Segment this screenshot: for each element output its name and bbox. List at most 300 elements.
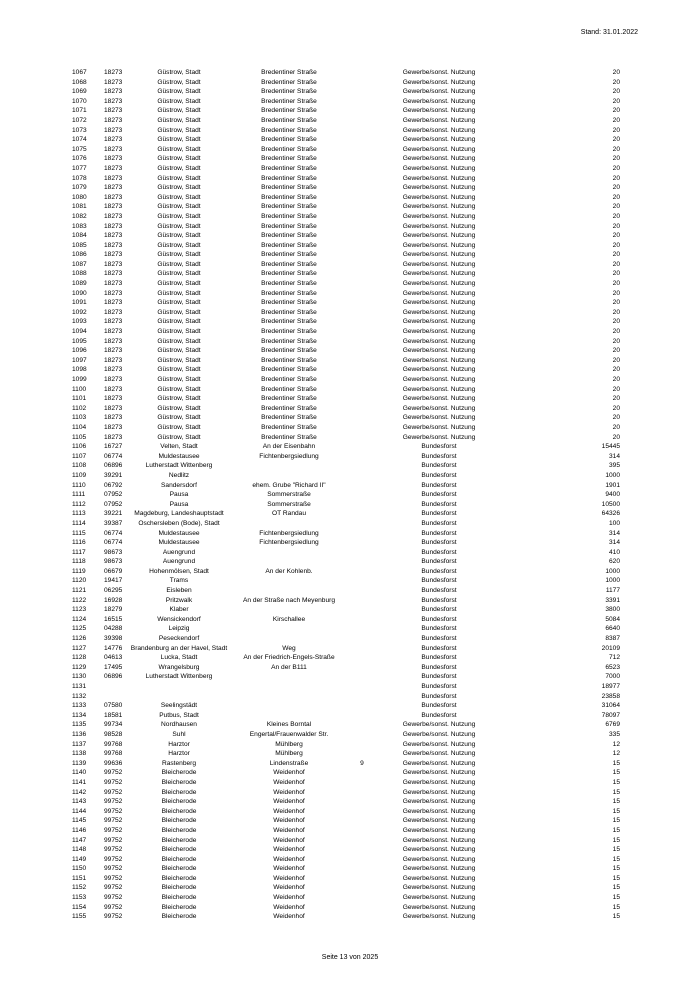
row-id-cell: 1136: [72, 730, 87, 738]
value-cell: 20: [612, 366, 620, 374]
street-cell: Bredentiner Straße: [261, 289, 317, 297]
value-cell: 20: [612, 184, 620, 192]
row-id-cell: 1099: [72, 376, 87, 383]
street-cell: Bredentiner Straße: [261, 174, 317, 182]
row-id-cell: 1117: [72, 548, 86, 556]
table-row: [0, 279, 700, 289]
row-id-cell: 1143: [72, 798, 87, 806]
postal-code-cell: 99636: [104, 759, 123, 767]
usage-type-cell: Gewerbe/sonst. Nutzung: [402, 347, 476, 355]
postal-code-cell: 18273: [104, 356, 123, 364]
municipality-cell: Güstrow, Stadt: [157, 174, 201, 182]
usage-type-cell: Bundesforst: [421, 491, 457, 499]
table-row: [0, 682, 700, 692]
value-cell: 20: [612, 280, 620, 288]
table-row: [0, 289, 700, 299]
table-row: [0, 116, 700, 126]
municipality-cell: Trams: [169, 577, 189, 585]
municipality-cell: Güstrow, Stadt: [157, 318, 201, 326]
postal-code-cell: 18273: [104, 232, 123, 240]
value-cell: 1000: [605, 567, 620, 575]
street-cell: Fichtenbergsiedlung: [259, 452, 319, 460]
municipality-cell: Güstrow, Stadt: [157, 337, 201, 345]
table-row: [0, 250, 700, 260]
postal-code-cell: 39387: [104, 519, 123, 527]
value-cell: 15: [612, 759, 620, 767]
value-cell: 20: [612, 107, 620, 115]
street-cell: Bredentiner Straße: [261, 299, 317, 307]
table-row: [0, 461, 700, 471]
row-id-cell: 1106: [72, 443, 87, 451]
value-cell: 15: [612, 846, 620, 854]
usage-type-cell: Gewerbe/sonst. Nutzung: [402, 116, 476, 124]
municipality-cell: Nordhausen: [161, 721, 197, 729]
usage-type-cell: Bundesforst: [421, 644, 457, 652]
postal-code-cell: 18273: [104, 251, 123, 259]
usage-type-cell: Gewerbe/sonst. Nutzung: [402, 894, 476, 902]
row-id-cell: 1096: [72, 347, 87, 355]
street-cell: Bredentiner Straße: [261, 423, 317, 431]
table-row: [0, 356, 700, 366]
municipality-cell: Güstrow, Stadt: [157, 423, 201, 431]
municipality-cell: Bleicherode: [161, 903, 197, 911]
postal-code-cell: 99734: [104, 721, 123, 729]
table-row: [0, 864, 700, 874]
value-cell: 3391: [605, 596, 620, 604]
usage-type-cell: Gewerbe/sonst. Nutzung: [402, 903, 476, 911]
row-id-cell: 1135: [72, 721, 87, 729]
value-cell: 18977: [601, 683, 620, 690]
street-cell: OT Randau: [272, 510, 306, 518]
value-cell: 20: [612, 423, 620, 431]
postal-code-cell: 99752: [104, 865, 123, 873]
municipality-cell: Bleicherode: [161, 798, 197, 806]
usage-type-cell: Gewerbe/sonst. Nutzung: [402, 318, 476, 326]
row-id-cell: 1091: [72, 299, 87, 307]
usage-type-cell: Bundesforst: [421, 539, 457, 547]
row-id-cell: 1137: [72, 740, 87, 748]
municipality-cell: Bleicherode: [161, 913, 197, 921]
value-cell: 9400: [605, 491, 620, 499]
municipality-cell: Eisleben: [166, 587, 192, 595]
row-id-cell: 1115: [72, 529, 86, 537]
postal-code-cell: 18273: [104, 414, 123, 422]
value-cell: 15: [612, 884, 620, 892]
row-id-cell: 1107: [72, 452, 87, 460]
row-id-cell: 1154: [72, 903, 87, 911]
street-cell: Bredentiner Straße: [261, 395, 317, 403]
street-cell: Lindenstraße: [269, 759, 309, 767]
table-row: [0, 269, 700, 279]
table-row: [0, 701, 700, 711]
postal-code-cell: 06295: [104, 587, 123, 595]
usage-type-cell: Bundesforst: [421, 606, 457, 614]
table-row: [0, 797, 700, 807]
postal-code-cell: 18273: [104, 222, 123, 230]
municipality-cell: Güstrow, Stadt: [157, 376, 201, 383]
value-cell: 20: [612, 433, 620, 441]
value-cell: 78097: [601, 711, 620, 719]
postal-code-cell: 06679: [104, 567, 123, 575]
municipality-cell: Güstrow, Stadt: [157, 328, 201, 336]
value-cell: 15: [612, 855, 620, 863]
street-cell: Weidenhof: [273, 826, 305, 834]
street-cell: Weidenhof: [273, 903, 305, 911]
value-cell: 31064: [601, 702, 620, 710]
municipality-cell: Güstrow, Stadt: [157, 97, 201, 105]
row-id-cell: 1153: [72, 894, 87, 902]
table-row: [0, 385, 700, 395]
row-id-cell: 1098: [72, 366, 87, 374]
postal-code-cell: 99752: [104, 798, 123, 806]
usage-type-cell: Gewerbe/sonst. Nutzung: [402, 874, 476, 882]
row-id-cell: 1067: [72, 69, 87, 76]
usage-type-cell: Gewerbe/sonst. Nutzung: [402, 241, 476, 249]
street-cell: Fichtenbergsiedlung: [259, 529, 319, 537]
table-row: [0, 548, 700, 558]
table-row: [0, 433, 700, 443]
municipality-cell: Güstrow, Stadt: [157, 107, 201, 115]
page-number: Seite 13 von 2025: [321, 954, 379, 961]
row-id-cell: 1120: [72, 577, 87, 585]
row-id-cell: 1152: [72, 884, 87, 892]
table-row: [0, 893, 700, 903]
street-cell: Bredentiner Straße: [261, 222, 317, 230]
postal-code-cell: 04288: [104, 625, 123, 633]
row-id-cell: 1094: [72, 328, 87, 336]
usage-type-cell: Gewerbe/sonst. Nutzung: [402, 174, 476, 182]
street-cell: Bredentiner Straße: [261, 385, 317, 393]
row-id-cell: 1116: [72, 539, 86, 547]
table-row: [0, 749, 700, 759]
street-cell: Weidenhof: [273, 778, 305, 786]
table-row: [0, 298, 700, 308]
street-cell: Bredentiner Straße: [261, 328, 317, 336]
row-id-cell: 1145: [72, 817, 87, 825]
municipality-cell: Güstrow, Stadt: [157, 366, 201, 374]
value-cell: 23858: [601, 692, 620, 700]
value-cell: 395: [608, 462, 620, 470]
table-row: [0, 413, 700, 423]
row-id-cell: 1081: [72, 203, 87, 211]
street-cell: An der B111: [271, 663, 307, 671]
municipality-cell: Güstrow, Stadt: [157, 356, 201, 364]
street-cell: Bredentiner Straße: [261, 241, 317, 249]
usage-type-cell: Bundesforst: [421, 500, 457, 508]
street-cell: Sommerstraße: [267, 500, 311, 508]
postal-code-cell: 18273: [104, 280, 123, 288]
postal-code-cell: 18273: [104, 164, 123, 172]
usage-type-cell: Bundesforst: [421, 615, 457, 623]
table-row: [0, 346, 700, 356]
municipality-cell: Güstrow, Stadt: [157, 395, 201, 403]
usage-type-cell: Gewerbe/sonst. Nutzung: [402, 865, 476, 873]
row-id-cell: 1110: [72, 481, 86, 489]
row-id-cell: 1129: [72, 663, 87, 671]
street-cell: Bredentiner Straße: [261, 251, 317, 259]
postal-code-cell: 99752: [104, 807, 123, 815]
row-id-cell: 1087: [72, 260, 87, 268]
row-id-cell: 1105: [72, 433, 87, 441]
value-cell: 20: [612, 404, 620, 412]
usage-type-cell: Gewerbe/sonst. Nutzung: [402, 778, 476, 786]
usage-type-cell: Gewerbe/sonst. Nutzung: [402, 721, 476, 729]
table-row: [0, 740, 700, 750]
street-cell: Bredentiner Straße: [261, 78, 317, 86]
value-cell: 20: [612, 193, 620, 201]
table-row: [0, 375, 700, 385]
municipality-cell: Putbus, Stadt: [159, 711, 199, 719]
row-id-cell: 1125: [72, 625, 87, 633]
value-cell: 20: [612, 289, 620, 297]
postal-code-cell: 98673: [104, 558, 123, 566]
postal-code-cell: 99752: [104, 826, 123, 834]
usage-type-cell: Gewerbe/sonst. Nutzung: [402, 289, 476, 297]
usage-type-cell: Bundesforst: [421, 481, 457, 489]
row-id-cell: 1111: [72, 491, 86, 499]
street-cell: Bredentiner Straße: [261, 260, 317, 268]
municipality-cell: Harztor: [168, 740, 190, 748]
usage-type-cell: Gewerbe/sonst. Nutzung: [402, 308, 476, 316]
row-id-cell: 1070: [72, 97, 87, 105]
postal-code-cell: 99752: [104, 855, 123, 863]
usage-type-cell: Gewerbe/sonst. Nutzung: [402, 395, 476, 403]
municipality-cell: Brandenburg an der Havel, Stadt: [130, 644, 228, 652]
municipality-cell: Bleicherode: [161, 884, 197, 892]
postal-code-cell: 18279: [104, 606, 123, 614]
usage-type-cell: Gewerbe/sonst. Nutzung: [402, 126, 476, 134]
municipality-cell: Hohenmölsen, Stadt: [149, 567, 209, 575]
table-row: [0, 816, 700, 826]
street-cell: Mühlberg: [275, 740, 303, 748]
row-id-cell: 1126: [72, 635, 87, 643]
usage-type-cell: Gewerbe/sonst. Nutzung: [402, 817, 476, 825]
row-id-cell: 1073: [72, 126, 87, 134]
usage-type-cell: Gewerbe/sonst. Nutzung: [402, 433, 476, 441]
value-cell: 410: [608, 548, 620, 556]
street-cell: Weidenhof: [273, 874, 305, 882]
street-cell: Bredentiner Straße: [261, 69, 317, 76]
municipality-cell: Güstrow, Stadt: [157, 136, 201, 144]
street-cell: An der Straße nach Meyenburg: [243, 596, 335, 604]
value-cell: 20: [612, 78, 620, 86]
value-cell: 12: [612, 750, 620, 758]
value-cell: 620: [608, 558, 620, 566]
value-cell: 712: [608, 654, 620, 662]
value-cell: 10500: [601, 500, 620, 508]
row-id-cell: 1085: [72, 241, 87, 249]
value-cell: 20: [612, 69, 620, 76]
municipality-cell: Güstrow, Stadt: [157, 289, 201, 297]
value-cell: 15: [612, 913, 620, 921]
value-cell: 20: [612, 318, 620, 326]
row-id-cell: 1090: [72, 289, 87, 297]
municipality-cell: Harztor: [168, 750, 190, 758]
municipality-cell: Peseckendorf: [158, 635, 200, 643]
municipality-cell: Güstrow, Stadt: [157, 164, 201, 172]
usage-type-cell: Gewerbe/sonst. Nutzung: [402, 184, 476, 192]
postal-code-cell: 99752: [104, 903, 123, 911]
table-row: [0, 471, 700, 481]
usage-type-cell: Gewerbe/sonst. Nutzung: [402, 260, 476, 268]
table-row: [0, 519, 700, 529]
municipality-cell: Güstrow, Stadt: [157, 280, 201, 288]
postal-code-cell: 18273: [104, 126, 123, 134]
row-id-cell: 1148: [72, 846, 87, 854]
usage-type-cell: Gewerbe/sonst. Nutzung: [402, 280, 476, 288]
usage-type-cell: Gewerbe/sonst. Nutzung: [402, 136, 476, 144]
usage-type-cell: Bundesforst: [421, 692, 457, 700]
table-row: [0, 596, 700, 606]
usage-type-cell: Bundesforst: [421, 711, 457, 719]
table-row: [0, 826, 700, 836]
usage-type-cell: Gewerbe/sonst. Nutzung: [402, 404, 476, 412]
row-id-cell: 1104: [72, 423, 87, 431]
municipality-cell: Bleicherode: [161, 807, 197, 815]
street-cell: Kleines Borntal: [266, 721, 312, 729]
usage-type-cell: Gewerbe/sonst. Nutzung: [402, 155, 476, 163]
value-cell: 20: [612, 328, 620, 336]
street-cell: Weg: [282, 644, 296, 652]
row-id-cell: 1082: [72, 212, 87, 220]
value-cell: 20: [612, 203, 620, 211]
street-cell: Weidenhof: [273, 836, 305, 844]
row-id-cell: 1093: [72, 318, 87, 326]
row-id-cell: 1127: [72, 644, 87, 652]
row-id-cell: 1155: [72, 913, 87, 921]
row-id-cell: 1139: [72, 759, 87, 767]
postal-code-cell: 18273: [104, 174, 123, 182]
postal-code-cell: 99768: [104, 750, 123, 758]
street-cell: Bredentiner Straße: [261, 107, 317, 115]
row-id-cell: 1146: [72, 826, 87, 834]
row-id-cell: 1075: [72, 145, 87, 153]
value-cell: 12: [612, 740, 620, 748]
postal-code-cell: 18273: [104, 423, 123, 431]
postal-code-cell: 39221: [104, 510, 123, 518]
municipality-cell: Auengrund: [162, 548, 196, 556]
row-id-cell: 1097: [72, 356, 87, 364]
street-cell: An der Friedrich-Engels-Straße: [243, 654, 335, 662]
table-row: [0, 538, 700, 548]
usage-type-cell: Bundesforst: [421, 529, 457, 537]
value-cell: 20: [612, 356, 620, 364]
municipality-cell: Güstrow, Stadt: [157, 251, 201, 259]
postal-code-cell: 18273: [104, 212, 123, 220]
row-id-cell: 1078: [72, 174, 87, 182]
table-row: [0, 126, 700, 136]
usage-type-cell: Gewerbe/sonst. Nutzung: [402, 913, 476, 921]
municipality-cell: Güstrow, Stadt: [157, 155, 201, 163]
row-id-cell: 1071: [72, 107, 87, 115]
postal-code-cell: 99752: [104, 913, 123, 921]
table-row: [0, 337, 700, 347]
usage-type-cell: Gewerbe/sonst. Nutzung: [402, 193, 476, 201]
table-row: [0, 874, 700, 884]
value-cell: 1901: [605, 481, 620, 489]
street-cell: An der Kohlenb.: [265, 567, 313, 575]
row-id-cell: 1151: [72, 874, 87, 882]
postal-code-cell: 18273: [104, 337, 123, 345]
usage-type-cell: Gewerbe/sonst. Nutzung: [402, 759, 476, 767]
street-cell: Weidenhof: [273, 798, 305, 806]
table-row: [0, 778, 700, 788]
municipality-cell: Bleicherode: [161, 788, 197, 796]
street-cell: Weidenhof: [273, 807, 305, 815]
postal-code-cell: 18273: [104, 116, 123, 124]
usage-type-cell: Bundesforst: [421, 548, 457, 556]
street-cell: Bredentiner Straße: [261, 164, 317, 172]
usage-type-cell: Gewerbe/sonst. Nutzung: [402, 884, 476, 892]
table-row: [0, 567, 700, 577]
table-row: [0, 720, 700, 730]
postal-code-cell: 04613: [104, 654, 123, 662]
value-cell: 20: [612, 164, 620, 172]
municipality-cell: Bleicherode: [161, 778, 197, 786]
usage-type-cell: Gewerbe/sonst. Nutzung: [402, 251, 476, 259]
municipality-cell: Güstrow, Stadt: [157, 414, 201, 422]
street-cell: Weidenhof: [273, 913, 305, 921]
municipality-cell: Güstrow, Stadt: [157, 222, 201, 230]
row-id-cell: 1084: [72, 232, 87, 240]
municipality-cell: Güstrow, Stadt: [157, 212, 201, 220]
street-cell: Sommerstraße: [267, 491, 311, 499]
value-cell: 15: [612, 865, 620, 873]
value-cell: 20: [612, 260, 620, 268]
table-row: [0, 692, 700, 702]
postal-code-cell: 16727: [104, 443, 123, 451]
table-row: [0, 624, 700, 634]
municipality-cell: Güstrow, Stadt: [157, 308, 201, 316]
table-row: [0, 711, 700, 721]
usage-type-cell: Gewerbe/sonst. Nutzung: [402, 798, 476, 806]
table-row: [0, 452, 700, 462]
value-cell: 314: [608, 452, 620, 460]
table-row: [0, 87, 700, 97]
row-id-cell: 1112: [72, 500, 86, 508]
usage-type-cell: Gewerbe/sonst. Nutzung: [402, 807, 476, 815]
postal-code-cell: 39291: [104, 471, 123, 479]
postal-code-cell: 18273: [104, 78, 123, 86]
postal-code-cell: 18273: [104, 318, 123, 326]
municipality-cell: Klaber: [169, 606, 189, 614]
value-cell: 6523: [605, 663, 620, 671]
table-row: [0, 509, 700, 519]
municipality-cell: Güstrow, Stadt: [157, 270, 201, 278]
usage-type-cell: Gewerbe/sonst. Nutzung: [402, 769, 476, 777]
table-row: [0, 576, 700, 586]
value-cell: 15: [612, 836, 620, 844]
usage-type-cell: Bundesforst: [421, 443, 457, 451]
table-row: [0, 586, 700, 596]
row-id-cell: 1103: [72, 414, 87, 422]
value-cell: 20: [612, 308, 620, 316]
postal-code-cell: 18273: [104, 289, 123, 297]
value-cell: 20: [612, 88, 620, 96]
street-cell: Weidenhof: [273, 884, 305, 892]
usage-type-cell: Gewerbe/sonst. Nutzung: [402, 212, 476, 220]
table-row: [0, 202, 700, 212]
usage-type-cell: Bundesforst: [421, 683, 457, 690]
table-row: [0, 327, 700, 337]
table-row: [0, 145, 700, 155]
table-row: [0, 174, 700, 184]
postal-code-cell: 18273: [104, 203, 123, 211]
row-id-cell: 1134: [72, 711, 87, 719]
postal-code-cell: 18273: [104, 88, 123, 96]
street-cell: Bredentiner Straße: [261, 145, 317, 153]
street-cell: Bredentiner Straße: [261, 126, 317, 134]
